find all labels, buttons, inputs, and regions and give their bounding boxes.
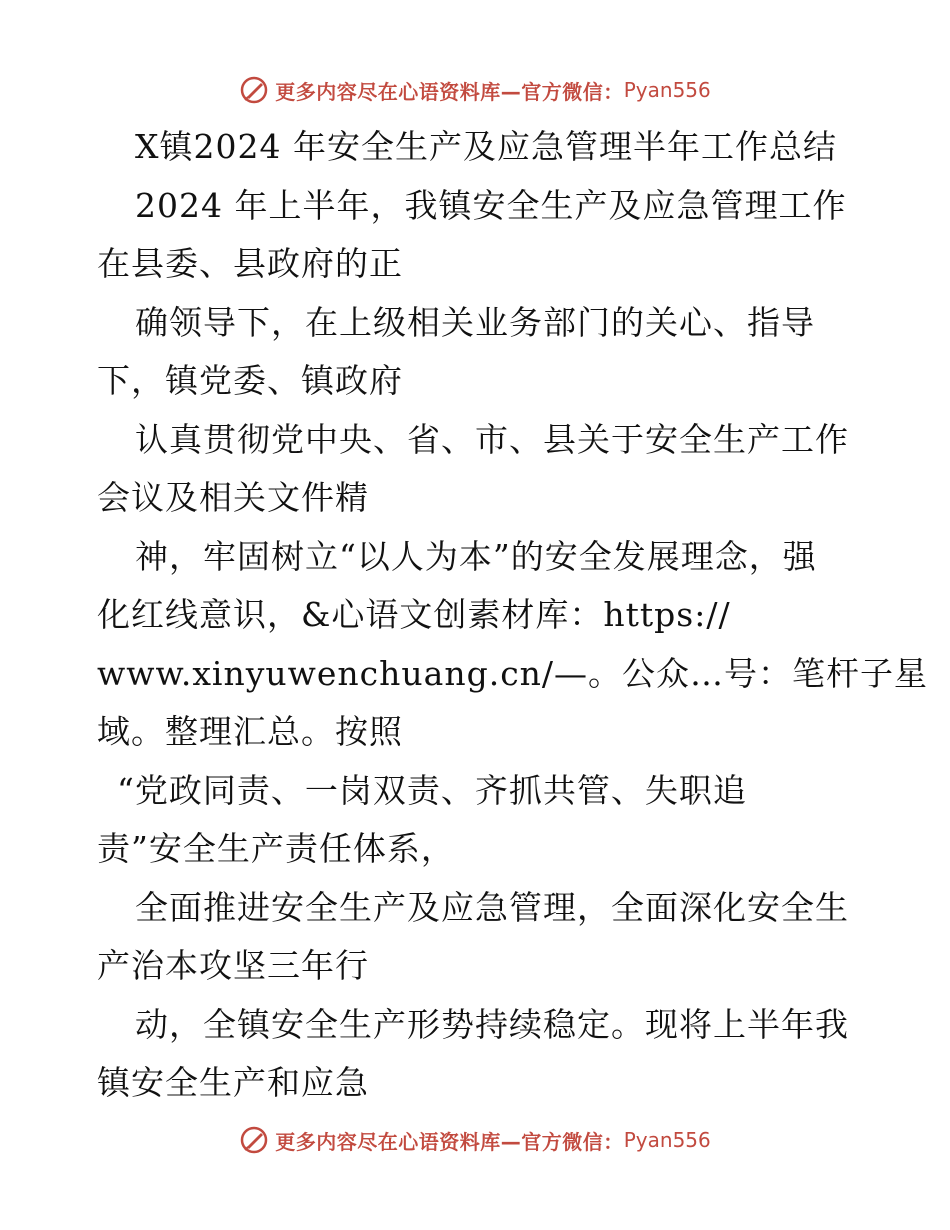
footer-banner [0, 1120, 950, 1160]
paragraph-line: 2024 年上半年，我镇安全生产及应急管理工作 [135, 185, 847, 225]
banner-text: 更多内容尽在心语资料库—官方微信： [275, 1129, 624, 1154]
paragraph-line: 动，全镇安全生产形势持续稳定。现将上半年我 [135, 1004, 849, 1044]
paragraph-line: 认真贯彻党中央、省、市、县关于安全生产工作 [135, 419, 849, 459]
paragraph-line: 全面推进安全生产及应急管理，全面深化安全生 [135, 887, 849, 927]
paragraph-line: 下，镇党委、镇政府 [97, 361, 403, 400]
paragraph-line: 化红线意识，&心语文创素材库：https:// [97, 595, 731, 634]
document-title: X镇2024 年安全生产及应急管理半年工作总结 [135, 127, 837, 166]
paragraph-line: “党政同责、一岗双责、齐抓共管、失职追 [117, 770, 747, 810]
paragraph-line: 产治本攻坚三年行 [97, 946, 369, 985]
header-banner [0, 70, 950, 110]
paragraph-line: 会议及相关文件精 [97, 478, 369, 517]
paragraph-line: www.xinyuwenchuang.cn/—。公众…号：笔杆子星 [97, 653, 929, 693]
banner-handle: Pyan556 [623, 78, 711, 102]
paragraph-line: 确领导下，在上级相关业务部门的关心、指导 [135, 302, 815, 342]
paragraph-line: 镇安全生产和应急 [97, 1063, 369, 1102]
paragraph-line: 责”安全生产责任体系， [97, 829, 455, 868]
banner-handle: Pyan556 [623, 1128, 711, 1152]
quill-pen-icon [239, 1125, 269, 1155]
document-body [97, 118, 929, 1113]
quill-pen-icon [239, 75, 269, 105]
banner-text: 更多内容尽在心语资料库—官方微信： [275, 79, 624, 104]
paragraph-line: 神，牢固树立“以人为本”的安全发展理念，强 [135, 536, 817, 576]
paragraph-line: 域。整理汇总。按照 [97, 712, 403, 751]
paragraph-line: 在县委、县政府的正 [97, 244, 403, 283]
